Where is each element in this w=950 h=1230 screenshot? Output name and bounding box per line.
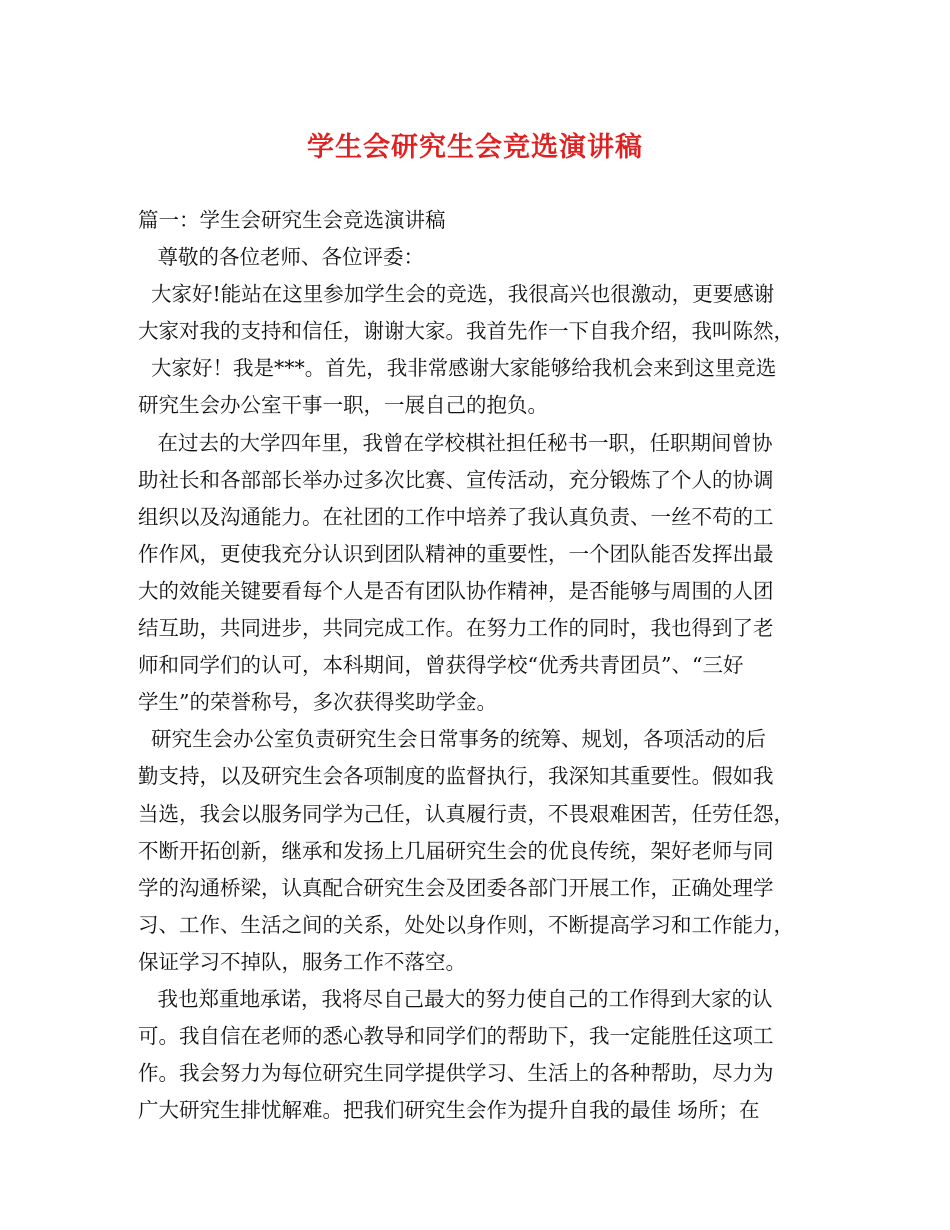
text-line: 结互助，共同进步，共同完成工作。在努力工作的同时，我也得到了老 (138, 616, 774, 641)
text-line: 大家好！我是***。首先，我非常感谢大家能够给我机会来到这里竞选 (138, 356, 777, 381)
document-body (138, 202, 828, 1129)
text-line: 大家好!能站在这里参加学生会的竞选，我很高兴也很激动，更要感谢 (138, 282, 775, 307)
text-line: 大家对我的支持和信任，谢谢大家。我首先作一下自我介绍，我叫陈然， (138, 319, 794, 344)
text-line: 作。我会努力为每位研究生同学提供学习、生活上的各种帮助，尽力为 (138, 1061, 774, 1086)
text-line: 可。我自信在老师的悉心教导和同学们的帮助下，我一定能胜任这项工 (138, 1024, 774, 1049)
text-line: 广大研究生排忧解难。把我们研究生会作为提升自我的最佳 场所；在 (138, 1098, 760, 1123)
text-line: 组织以及沟通能力。在社团的工作中培养了我认真负责、一丝不苟的工 (138, 504, 774, 529)
text-line: 尊敬的各位老师、各位评委： (138, 245, 425, 270)
text-line: 师和同学们的认可，本科期间，曾获得学校“优秀共青团员”、“三好 (138, 653, 744, 678)
text-line: 学生”的荣誉称号，多次获得奖助学金。 (138, 690, 497, 715)
text-line: 大的效能关键要看每个人是否有团队协作精神，是否能够与周围的人团 (138, 578, 774, 603)
text-line: 篇一：学生会研究生会竞选演讲稿 (138, 208, 446, 232)
text-line: 不断开拓创新，继承和发扬上几届研究生会的优良传统，架好老师与同 (138, 838, 774, 863)
text-line: 我也郑重地承诺，我将尽自己最大的努力使自己的工作得到大家的认 (138, 986, 773, 1011)
text-line: 在过去的大学四年里，我曾在学校棋社担任秘书一职，任职期间曾协 (138, 430, 773, 455)
text-line: 习、工作、生活之间的关系，处处以身作则，不断提高学习和工作能力， (138, 912, 794, 937)
text-line: 研究生会办公室负责研究生会日常事务的统筹、规划，各项活动的后 (138, 727, 767, 752)
text-line: 学的沟通桥梁，认真配合研究生会及团委各部门开展工作，正确处理学 (138, 875, 774, 900)
document-title: 学生会研究生会竞选演讲稿 (307, 132, 643, 163)
text-line: 当选，我会以服务同学为己任，认真履行责，不畏艰难困苦，任劳任怨， (138, 801, 794, 826)
text-line: 勤支持，以及研究生会各项制度的监督执行，我深知其重要性。假如我 (138, 764, 774, 789)
text-line: 研究生会办公室干事一职，一展自己的抱负。 (138, 393, 548, 418)
text-line: 保证学习不掉队，服务工作不落空。 (138, 949, 466, 974)
text-line: 助社长和各部部长举办过多次比赛、宣传活动，充分锻炼了个人的协调 (138, 467, 774, 492)
text-line: 作作风，更使我充分认识到团队精神的重要性，一个团队能否发挥出最 (138, 541, 774, 566)
